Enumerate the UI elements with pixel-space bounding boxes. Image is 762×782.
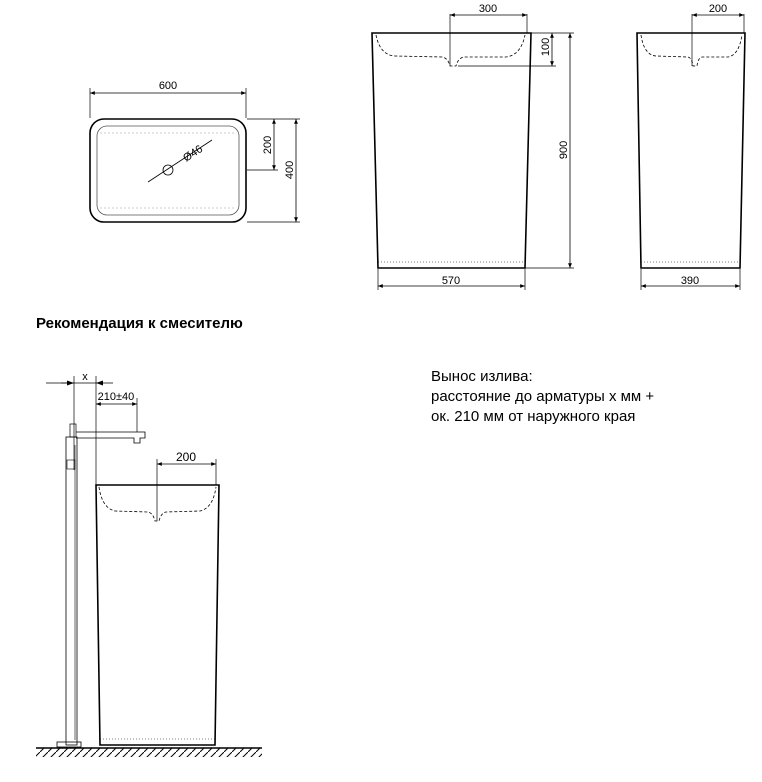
drain-diameter-label: Ø46 [181,143,206,165]
mixer-recommendation-drawing [36,371,262,757]
top-width-label: 300 [478,3,498,15]
pedestal-bowl-dashed [99,487,216,521]
side-base-width-label: 390 [680,275,700,287]
note-line: ок. 210 мм от наружного края [431,408,636,425]
side-view [637,3,745,290]
drain-leader [148,140,212,182]
spout-reach-note [431,367,654,427]
basin-inner-outline [97,126,239,215]
height-label: 900 [558,140,570,160]
depth-label: 400 [284,160,296,180]
note-line: расстояние до арматуры x мм + [431,388,655,405]
front-body-outline [372,33,531,268]
width-label: 600 [158,80,178,92]
side-top-width-label: 200 [708,3,728,15]
front-bowl-dashed [376,35,525,66]
bowl-depth-label: 100 [540,37,552,57]
spout-reach-label: 210±40 [97,391,135,403]
bowl-width-label: 200 [175,450,197,464]
note-line: Вынос излива: [431,368,533,385]
top-view [90,80,300,222]
mixer-column [66,437,77,745]
basin-outer-outline [90,119,246,222]
base-width-label: 570 [441,275,461,287]
half-depth-label: 200 [262,135,274,155]
floor-hatch [36,748,262,757]
recommendation-heading: Рекомендация к смесителю [36,315,243,332]
mixer-spout [76,432,145,443]
side-body-outline [637,33,745,268]
side-bowl-dashed [641,35,742,66]
pedestal-basin-outline [96,485,219,745]
front-view [372,3,574,290]
x-dimension-label: x [82,371,88,383]
mixer-foot [57,742,81,747]
